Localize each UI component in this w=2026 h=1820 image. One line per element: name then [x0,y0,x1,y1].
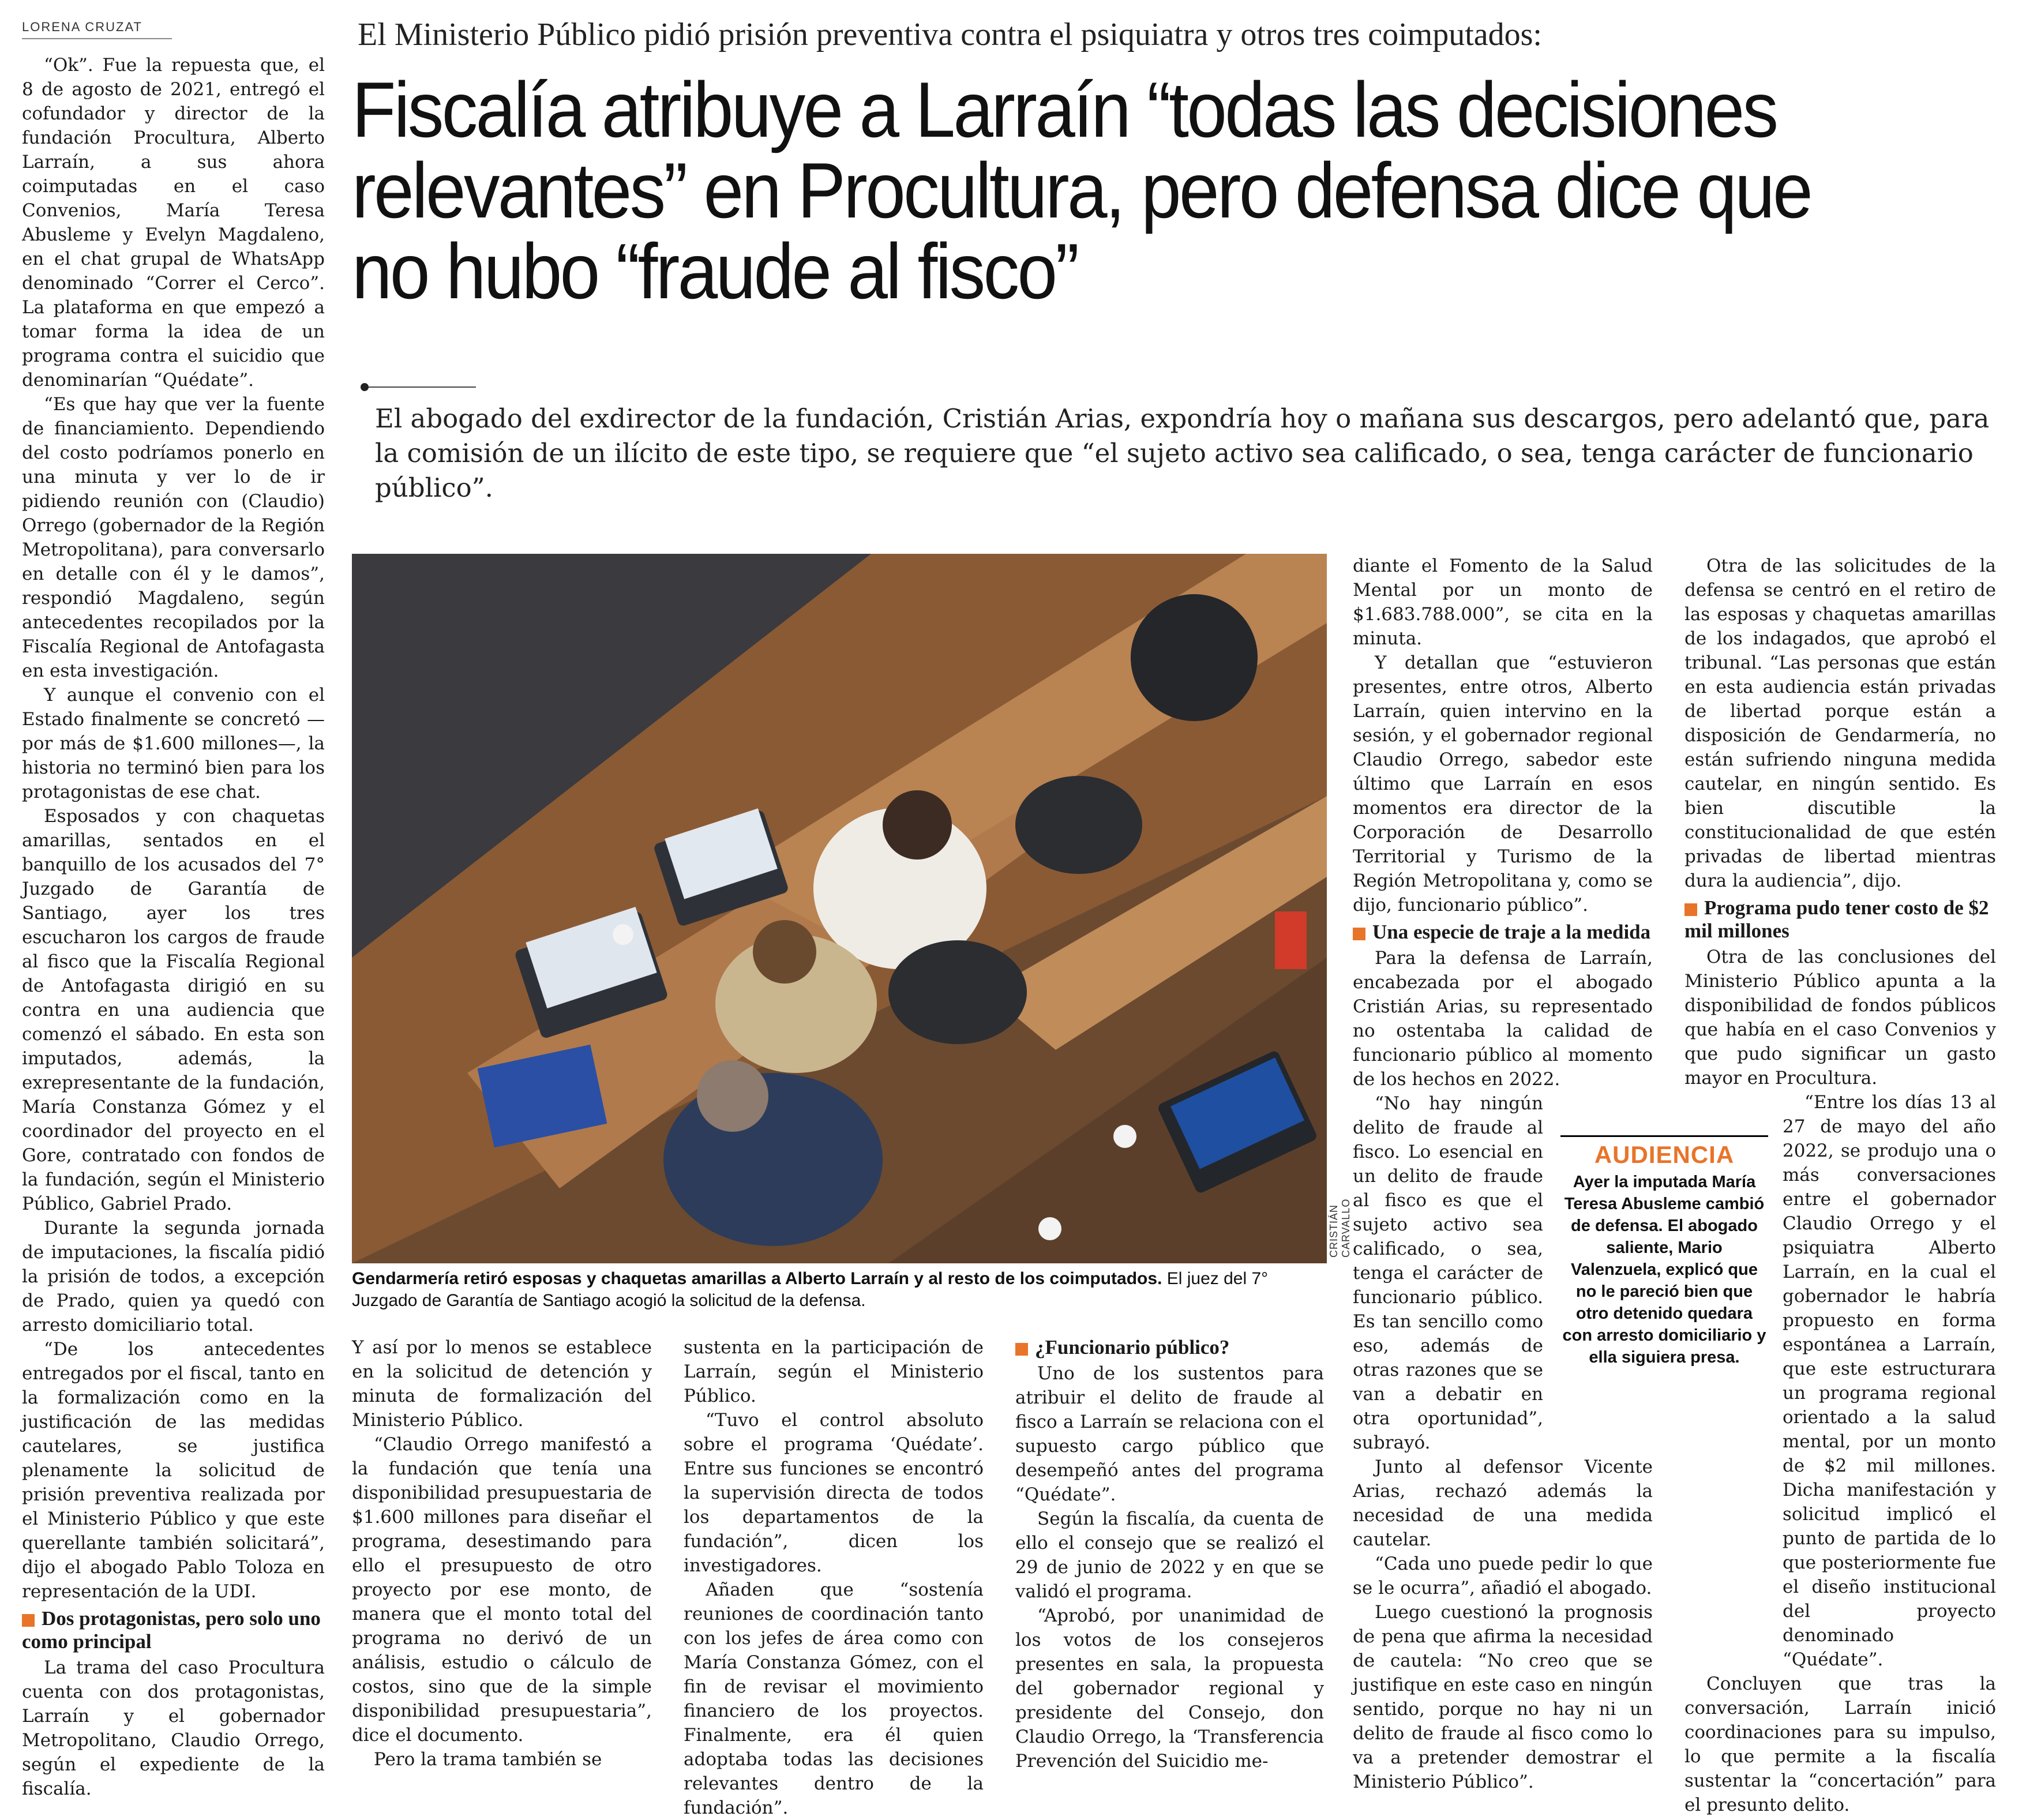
paragraph: La trama del caso Procultura cuenta con dos protagonistas, Larraín y el gobernador Metropolitano, Claudio Orrego, según el expediente de la fiscalía. [22,1657,325,1799]
paragraph: Otra de las conclusiones del Ministerio Público apunta a la disponibilidad de fondos públicos que había en el caso Convenios y que pudo significar un gasto mayor en Procultura. [1684,947,1996,1089]
byline-rule [22,38,172,39]
paragraph: Y así por lo menos se establece en la solicitud de detención y minuta de formalización del Ministerio Público. [352,1337,652,1431]
column-4 [1015,1333,1324,1773]
square-bullet-icon [1015,1343,1028,1356]
wrapped-text-block [1353,1091,1543,1455]
paragraph: Añaden que “sostenía reuniones de coordinación tanto con los jefes de área como con María Constanza Gómez, con el fin de revisar el movimiento financiero de los proyectos. Finalmente, era él quien adoptaba todas las decisiones relevantes dentro de la fundación”. [684,1579,984,1818]
paragraph: “Es que hay que ver la fuente de financiamiento. Dependiendo del costo podríamos ponerlo en una minuta y ver lo de ir pidiendo reunión con (Claudio) Orrego (gobernador de la Región Metropolitana), para conversarlo en detalle con él y le damos”, respondió Magdaleno, según antecedentes recopilados por la Fiscalía Regional de Antofagasta en esta investigación. [22,394,325,681]
column-2 [352,1335,652,1772]
byline: LORENA CRUZAT [22,20,142,34]
paragraph: “De los antecedentes entregados por el fiscal, tanto en la formalización como en la justificación de las medidas cautelares, se justifica plenamente la solicitud de prisión preventiva realizada por el Ministerio Público y que este querellante también solicitará”, dijo el abogado Pablo Toloza en representación de la UDI. [22,1339,325,1602]
subheading: Dos protagonistas, pero solo uno como principal [22,1607,321,1653]
paragraph: Y aunque el convenio con el Estado finalmente se concretó —por más de $1.600 millones—, la historia no terminó bien para los protagonistas de ese chat. [22,685,325,802]
column-6 [1684,554,1996,1817]
deck: El abogado del exdirector de la fundación, Cristián Arias, expondría hoy o mañana sus descargos, pero adelantó que, para la comisión de un ilícito de este tipo, se requiere que “el sujeto activo sea calificado, o sea, tenga carácter de funcionario público”. [375,403,1990,503]
photo-credit: CRISTIÁN CARVALLO [1328,1198,1352,1258]
paragraph: Concluyen que tras la conversación, Larraín inició coordinaciones para su impulso, lo que permite a la fiscalía sustentar la “concertación” para el presunto delito. [1684,1673,1996,1815]
column-1 [22,53,325,1801]
paragraph: “No hay ningún delito de fraude al fisco. Lo esencial en un delito de fraude al fisco es que el sujeto activo sea calificado, o sea, tenga el carácter de funcionario público. Es tan sencillo como eso, además de otras razones que se van a debatir en otra oportunidad”, subrayó. [1353,1093,1543,1453]
paragraph: Y detallan que “estuvieron presentes, entre otros, Alberto Larraín, quien intervino en la sesión, y el gobernador regional Claudio Orrego, sabedor este último que Larraín en esos momentos era director de la Corporación de Desarrollo Territorial y Turismo de la Región Metropolitana y, como se dijo, funcionario público”. [1353,652,1653,915]
paragraph: “Ok”. Fue la repuesta que, el 8 de agosto de 2021, entregó el cofundador y director de la fundación Procultura, Alberto Larraín, a sus ahora coimputadas en el caso Convenios, María Teresa Abusleme y Evelyn Magdaleno, en el chat grupal de WhatsApp denominado “Correr el Cerco”. La plataforma en que empezó a tomar forma la idea de un programa contra el suicidio que denominarían “Quédate”. [22,55,325,391]
paragraph: Pero la trama también se [374,1749,602,1770]
column-3 [684,1335,984,1820]
square-bullet-icon [1353,928,1365,940]
paragraph: “Entre los días 13 al 27 de mayo del año 2022, se produjo una o más conversaciones entre el gobernador Claudio Orrego y el psiquiatra Alberto Larraín, en la cual el gobernador le habría propuesto en forma espontánea a Larraín, que este estructurara un programa regional orientado a la salud mental, por un monto de $2 mil millones. Dicha manifestación y solicitud implicó el punto de partida de lo que posteriormente fue el diseño institucional del proyecto denominado “Quédate”. [1783,1092,1996,1670]
paragraph: Durante la segunda jornada de imputaciones, la fiscalía pidió la prisión de todos, a excepción de Prado, quien ya quedó con arresto domiciliario total. [22,1218,325,1335]
paragraph: Otra de las solicitudes de la defensa se centró en el retiro de las esposas y chaquetas amarillas de los indagados, que aprobó el tribunal. “Las personas que están en esta audiencia están privadas de libertad porque están a disposición de Gendarmería, no están sufriendo ninguna medida cautelar, en ningún sentido. Es bien discutible la constitucionalidad de que estén privadas de libertad mientras dura la audiencia”, dijo. [1684,556,1996,891]
paragraph: “Tuvo el control absoluto sobre el programa ‘Quédate’. Entre sus funciones se encontró la supervisión directa de todos los departamentos de la fundación”, dicen los investigadores. [684,1410,984,1576]
audiencia-box-text: Ayer la imputada María Teresa Abusleme cambió de defensa. El abogado saliente, Mario Valenzuela, explicó que no le pareció bien que otro detenido quedara con arresto domiciliario y ella siguiera presa. [1562,1173,1766,1367]
paragraph: Uno de los sustentos para atribuir el delito de fraude al fisco a Larraín se relaciona con el supuesto cargo público que desempeñó antes del programa “Quédate”. [1015,1363,1324,1505]
paragraph: diante el Fomento de la Salud Mental por un monto de $1.683.788.000”, se cita en la minuta. [1353,556,1653,649]
paragraph: Para la defensa de Larraín, encabezada por el abogado Cristián Arias, su representado no ostentaba la calidad de funcionario público al momento de los hechos en 2022. [1353,948,1653,1090]
paragraph: “Claudio Orrego manifestó a la fundación que tenía una disponibilidad presupuestaria de $1.600 millones para diseñar el programa, desestimando para ello el presupuesto de otro proyecto por ese monto, de manera que el monto total del programa no derivó de un análisis, estudio o cálculo de costos, sino que de la simple disponibilidad presupuestaria”, dice el documento. [352,1434,652,1746]
square-bullet-icon [1684,903,1697,916]
paragraph: Luego cuestionó la prognosis de pena que afirma la necesidad de cautela: “No creo que se justifique en este caso en ningún sentido, porque no hay ni un delito de fraude al fisco como lo va a pretender demostrar el Ministerio Público”. [1353,1602,1653,1792]
paragraph: sustenta en la participación de Larraín, según el Ministerio Público. [684,1337,984,1406]
paragraph: Junto al defensor Vicente Arias, rechazó además la necesidad de una medida cautelar. [1353,1457,1653,1550]
subheading: Una especie de traje a la medida [1353,921,1653,944]
courtroom-photo [352,554,1327,1263]
paragraph: “Cada uno puede pedir lo que se le ocurra”, añadió el abogado. [1353,1553,1653,1598]
deck-dot-icon [361,383,369,391]
courtroom-photo-illustration [352,554,1327,1263]
square-bullet-icon [22,1614,35,1627]
deck-rule [361,386,476,388]
wrapped-text-block [1783,1090,1996,1672]
photo-caption: Gendarmería retiró esposas y chaquetas amarillas a Alberto Larraín y al resto de los coimputados. El juez del 7° Juzgado de Garantía de Santiago acogió la solicitud de la defensa. [352,1269,1269,1310]
audiencia-box-title: AUDIENCIA [1594,1141,1735,1168]
headline: Fiscalía atribuye a Larraín “todas las decisiones relevantes” en Procultura, pero defensa dice que no hubo “fraude al fisco” [352,66,1811,315]
paragraph: “Aprobó, por unanimidad de los votos de los consejeros presentes en sala, la propuesta del gobernador regional y presidente del Consejo, don Claudio Orrego, la ‘Transferencia Prevención del Suicidio me- [1015,1605,1324,1772]
paragraph: Según la fiscalía, da cuenta de ello el consejo que se realizó el 29 de junio de 2022 y en que se validó el programa. [1015,1508,1324,1602]
kicker: El Ministerio Público pidió prisión preventiva contra el psiquiatra y otros tres coimputados: [358,17,1542,52]
subheading: ¿Funcionario público? [1015,1336,1324,1359]
subheading: Programa pudo tener costo de $2 mil millones [1684,896,1989,942]
paragraph: Esposados y con chaquetas amarillas, sentados en el banquillo de los acusados del 7° Juzgado de Garantía de Santiago, ayer los tres escucharon los cargos de fraude al fisco que la Fiscalía Regional de Antofagasta dirigió en su contra en una audiencia que comenzó el sábado. En esta son imputados, además, la exrepresentante de la fundación, María Constanza Gómez y el coordinador del proyecto en el Gore, contratado con fondos de la fundación, según el Ministerio Público, Gabriel Prado. [22,806,325,1214]
